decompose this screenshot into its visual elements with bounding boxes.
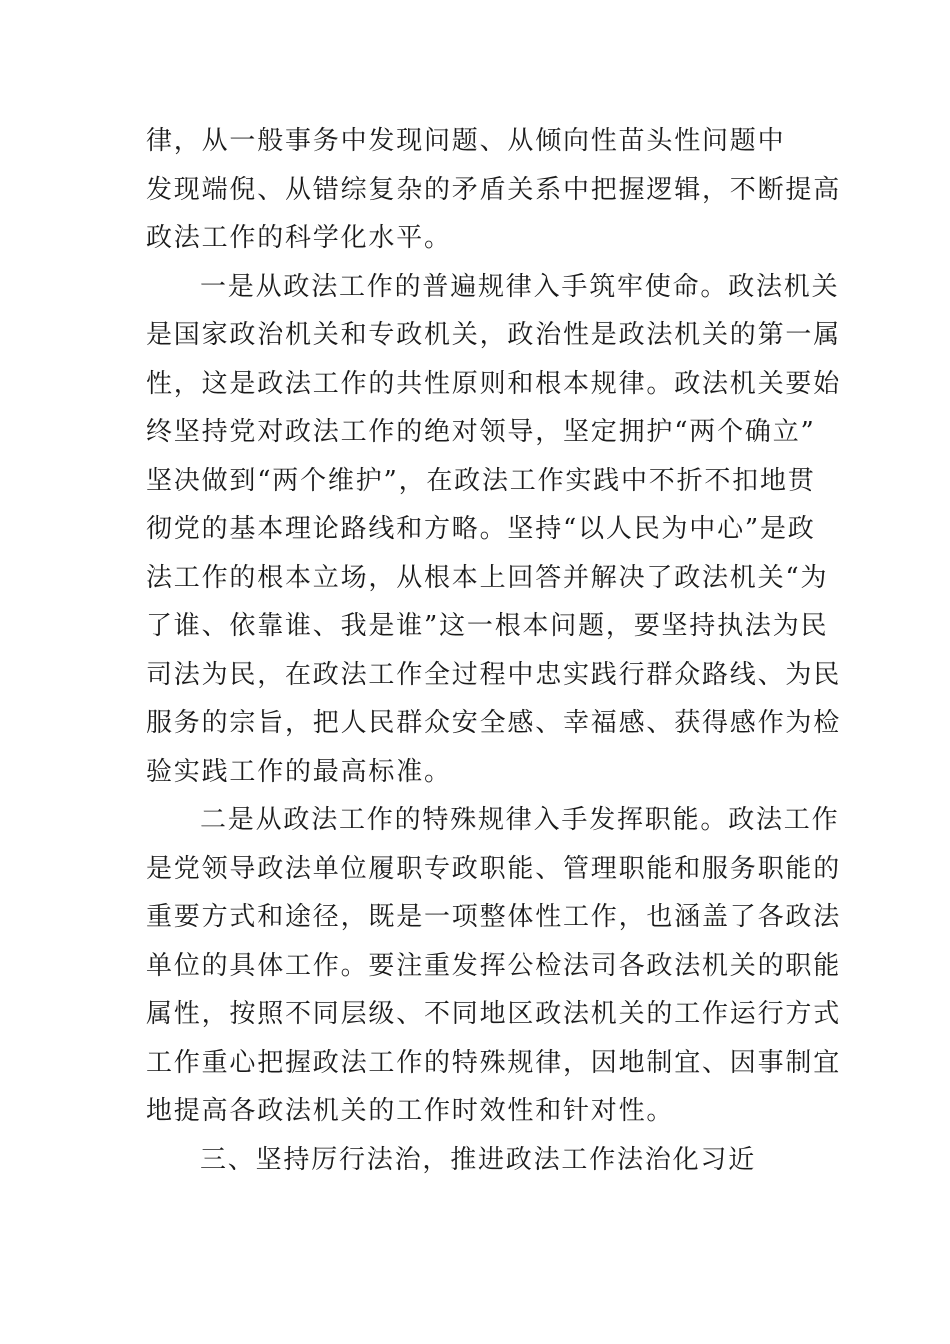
text-line: 服务的宗旨，把人民群众安全感、幸福感、获得感作为检 [146,708,842,738]
text-line: 属性，按照不同层级、不同地区政法机关的工作运行方式 [146,999,842,1029]
paragraph-start-line: 一是从政法工作的普遍规律入手筑牢使命。政法机关 [200,271,840,302]
text-line: 性，这是政法工作的共性原则和根本规律。政法机关要始 [146,368,842,399]
text-line: 了谁、依靠谁、我是谁”这一根本问题，要坚持执法为民 [146,611,829,641]
text-line: 是党领导政法单位履职专政职能、管理职能和服务职能的 [146,853,842,884]
text-line: 验实践工作的最高标准。 [146,756,452,787]
text-line: 彻党的基本理论路线和方略。坚持“以人民为中心”是政 [146,514,816,544]
text-line: 坚决做到“两个维护”，在政法工作实践中不折不扣地贯 [146,465,816,496]
text-line: 终坚持党对政法工作的绝对领导，坚定拥护“两个确立” [146,417,816,447]
text-line: 律，从一般事务中发现问题、从倾向性苗头性问题中 [146,126,786,156]
paragraph-start-line: 二是从政法工作的特殊规律入手发挥职能。政法工作 [200,805,840,835]
text-line: 法工作的根本立场，从根本上回答并解决了政法机关“为 [146,562,829,593]
text-line: 重要方式和途径，既是一项整体性工作，也涵盖了各政法 [146,902,842,932]
document-body [146,117,842,1184]
section-heading-line: 三、坚持厉行法治，推进政法工作法治化习近 [200,1144,757,1175]
text-line: 司法为民，在政法工作全过程中忠实践行群众路线、为民 [146,659,842,690]
text-line: 是国家政治机关和专政机关，政治性是政法机关的第一属 [146,320,842,350]
text-line: 单位的具体工作。要注重发挥公检法司各政法机关的职能 [146,950,842,981]
text-line: 地提高各政法机关的工作时效性和针对性。 [146,1096,675,1126]
text-line: 政法工作的科学化水平。 [146,223,452,253]
text-line: 工作重心把握政法工作的特殊规律，因地制宜、因事制宜 [146,1047,842,1078]
text-line: 发现端倪、从错综复杂的矛盾关系中把握逻辑，不断提高 [146,174,842,205]
